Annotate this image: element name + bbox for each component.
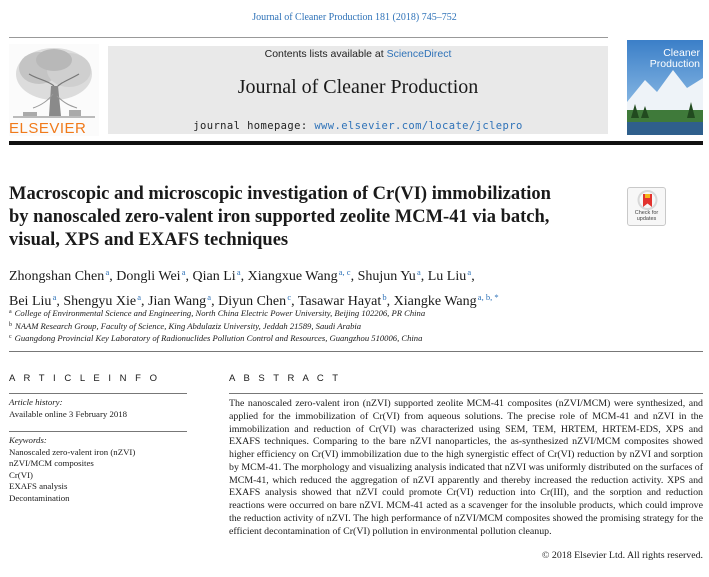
check-label-line1: Check for [634,210,659,216]
affiliation-text: Guangdong Provincial Key Laboratory of Radionuclides Pollution Control and Resources, Guangzhou 510006, China [14,333,423,344]
check-label-line2: updates [636,216,657,222]
author-affiliation-mark[interactable]: a [105,267,110,277]
homepage-line [108,120,608,132]
author-line: Zhongshan Chen $^a$, Dongli Wei $^a$, Qian Li $^a$, Xiangxue Wang $^{a, c}$, Shujun Yu $^a$, Lu Liu $^a$, [9,267,475,284]
keyword-item: EXAFS analysis [9,481,68,491]
title-line: visual, XPS and EXAFS techniques [9,230,289,250]
cover-title-line2: Production [649,58,700,70]
journal-citation[interactable]: Journal of Cleaner Production 181 (2018) 745–752 [252,12,457,23]
abstract-text: The nanoscaled zero-valent iron (nZVI) supported zeolite MCM-41 composites (nZVI/MCM) were synthesized, and applied for the immobilization of Cr(VI) from aqueous solutions. The precise role of MCM-41 and nZVI in the immobilization and reduction of Cr(VI) was characterized using SEM, TEM, HRTEM, HRTEM-EDS, XPS and EXAFS techniques. Comparing to the bare nZVI nanoparticles, the as-synthesized nZVI/MCM composites showed higher efficiency on Cr(VI) immobilization due to the high synergistic effect of Cr(VI) reduction by nZVI and sorption by MCM-41. The morphology and visualizing analysis indicated that nZVI was uniformly distributed on the surfaces of MCM-41, which reduced the aggregation of nZVI apparently and thereby increased the reduction activity. XPS and EXAFS analysis showed that nZVI could promote Cr(VI) reduction into Cr(III), and the sorption and reduction reactions were occurred on bare nZVI. MCM-41 acted as a scavenger for the insoluble products, which could improve the reduction activity of nZVI. The high performance of nZVI/MCM composites showed the promising strategy for the efficient decontamination of Cr(VI) pollution in environmental pollution cleanup. [229,398,704,537]
author-affiliation-mark[interactable]: a, b, * [477,292,499,302]
author-name[interactable]: Shujun Yu [357,269,416,284]
author-affiliation-mark[interactable]: a [416,267,421,277]
author-affiliation-mark[interactable]: c [287,292,292,302]
journal-banner [108,46,608,134]
affiliation-mark: b [9,321,12,328]
sciencedirect-link[interactable]: ScienceDirect [386,48,452,60]
abstract-rule [229,393,703,394]
title-line: by nanoscaled zero-valent iron supported zeolite MCM-41 via batch, [9,207,550,227]
copyright-notice: © 2018 Elsevier Ltd. All rights reserved. [541,550,703,561]
section-divider [9,351,703,352]
cover-title [632,48,700,70]
author-name[interactable]: Xiangxue Wang [247,269,338,284]
author-affiliation-mark[interactable]: a, c [338,267,351,277]
affiliation-item [9,307,689,320]
article-info-rule [9,393,187,394]
affiliation-text: NAAM Research Group, Faculty of Science, King Abdulaziz University, Jeddah 21589, Saudi Arabia [15,320,362,331]
author-name[interactable]: Xiangke Wang [393,294,477,309]
affiliation-list [9,307,689,345]
homepage-link[interactable]: www.elsevier.com/locate/jclepro [314,120,523,132]
header-bottom-rule [9,141,703,145]
author-affiliation-mark[interactable]: a [52,292,57,302]
affiliation-mark: c [9,334,12,341]
homepage-prefix: journal homepage: [193,120,308,132]
contents-prefix: Contents lists available at [264,48,384,60]
author-affiliation-mark[interactable]: a [236,267,241,277]
history-value: Available online 3 February 2018 [9,408,128,419]
author-affiliation-mark[interactable]: a [207,292,212,302]
affiliation-item [9,320,689,333]
affiliation-mark: a [9,309,12,315]
author-name[interactable]: Lu Liu [427,269,467,284]
keywords-label: Keywords: [9,435,47,445]
keyword-item: nZVI/MCM composites [9,458,94,468]
abstract-heading: A B S T R A C T [229,373,342,384]
journal-title: Journal of Cleaner Production [237,76,479,98]
keyword-item: Cr(VI) [9,469,33,480]
author-name[interactable]: Diyun Chen [218,294,287,309]
author-affiliation-mark[interactable]: a [137,292,142,302]
contents-line [108,48,608,60]
article-info-heading: A R T I C L E I N F O [9,373,160,384]
article-history [9,397,189,420]
author-name[interactable]: Bei Liu [9,294,52,309]
affiliation-item [9,332,689,345]
article-title [9,183,609,252]
publisher-wordmark[interactable]: ELSEVIER [9,120,87,137]
keyword-item: Nanoscaled zero-valent iron (nZVI) [9,446,136,457]
title-line: Macroscopic and microscopic investigation of Cr(VI) immobilization [9,184,551,204]
affiliation-text: College of Environmental Science and Engineering, North China Electric Power University, Beijing 102206, PR China [14,308,426,318]
check-for-updates-label [627,210,666,222]
author-affiliation-mark[interactable]: a [467,267,472,277]
author-line: Bei Liu $^a$, Shengyu Xie $^a$, Jian Wang $^a$, Diyun Chen $^c$, Tasawar Hayat $^b$, Xiangke Wang $^{a, b, *}$ [9,292,499,309]
author-affiliation-mark[interactable]: b [382,292,387,302]
author-affiliation-mark[interactable]: a [181,267,186,277]
author-name[interactable]: Dongli Wei [116,269,181,284]
author-name[interactable]: Jian Wang [148,294,207,309]
history-label: Article history: [9,397,63,407]
author-name[interactable]: Zhongshan Chen [9,269,105,284]
cover-title-line1: Cleaner [663,47,700,59]
author-list [9,262,699,312]
author-name[interactable]: Shengyu Xie [63,294,137,309]
keywords-rule [9,431,187,432]
header-top-rule [9,37,608,38]
author-name[interactable]: Tasawar Hayat [297,294,382,309]
author-name[interactable]: Qian Li [192,269,236,284]
keywords-section [9,435,189,504]
keyword-item: Decontamination [9,492,70,503]
bookmark-icon [628,189,667,211]
